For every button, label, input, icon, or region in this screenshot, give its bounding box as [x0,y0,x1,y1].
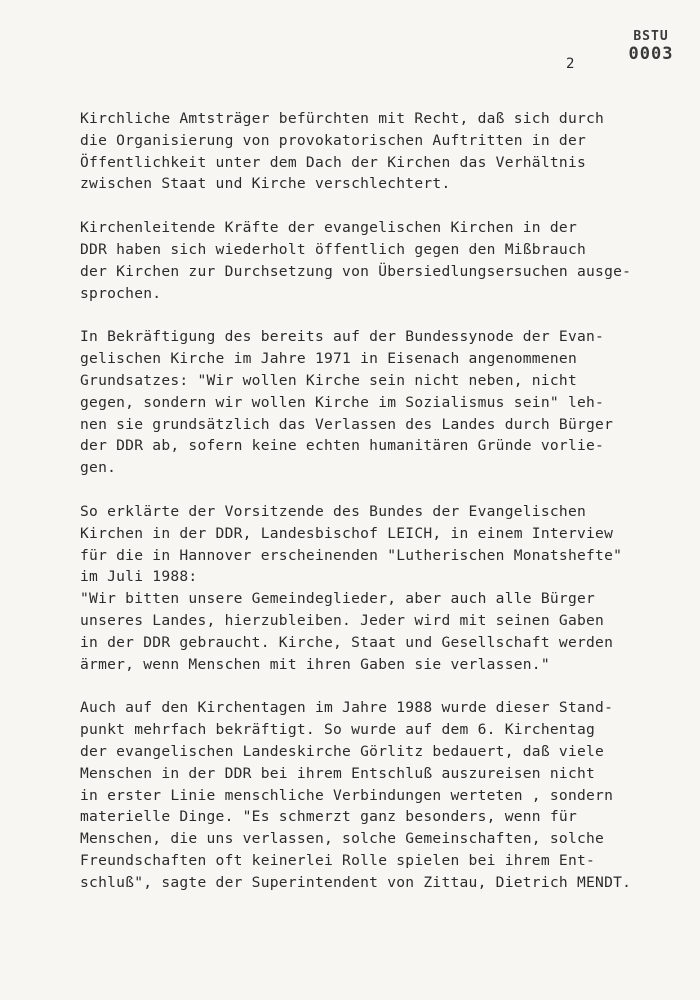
text-line: der evangelischen Landeskirche Görlitz bedauert, daß viele [80,742,605,760]
text-line: gen. [80,459,117,477]
text-line: Kirchliche Amtsträger befürchten mit Recht, daß sich durch [80,110,605,127]
text-line: Kirchen in der DDR, Landesbischof LEICH, in einem Interview [80,524,614,542]
paragraph-2 [80,217,640,304]
text-line: nen sie grundsätzlich das Verlassen des Landes durch Bürger [80,415,614,433]
paragraph-5 [80,697,640,893]
text-line: zwischen Staat und Kirche verschlechtert. [80,175,451,193]
text-line: in erster Linie menschliche Verbindungen werteten , sondern [80,786,614,804]
text-line: So erklärte der Vorsitzende des Bundes der Evangelischen [80,502,587,520]
page-number: 2 [566,56,575,72]
archive-stamp [620,30,682,63]
archive-stamp-number: 0003 [628,44,674,64]
text-line: Öffentlichkeit unter dem Dach der Kirchen das Verhältnis [80,153,587,171]
quote-line: "Wir bitten unsere Gemeindeglieder, aber auch alle Bürger [80,590,596,608]
paragraph-3 [80,326,640,479]
paragraph-4 [80,501,640,675]
text-line: Grundsatzes: "Wir wollen Kirche sein nicht neben, nicht [80,371,577,389]
text-line: DDR haben sich wiederholt öffentlich gegen den Mißbrauch [80,240,587,258]
text-line: Menschen in der DDR bei ihrem Entschluß auszureisen nicht [80,764,596,782]
quote-line: unseres Landes, hierzubleiben. Jeder wird mit seinen Gaben [80,611,605,629]
paragraph-1 [80,108,640,195]
text-line: In Bekräftigung des bereits auf der Bundessynode der Evan- [80,328,605,346]
text-line: für die in Hannover erscheinenden "Lutherischen Monatshefte" [80,546,623,564]
document-body [80,108,640,916]
text-line: Auch auf den Kirchentagen im Jahre 1988 wurde dieser Stand- [80,699,614,717]
text-line: Menschen, die uns verlassen, solche Gemeinschaften, solche [80,830,605,848]
text-line: die Organisierung von provokatorischen Auftritten in der [80,131,587,149]
text-line: Freundschaften oft keinerlei Rolle spielen bei ihrem Ent- [80,851,596,869]
text-line: schluß", sagte der Superintendent von Zittau, Dietrich MENDT. [80,873,632,891]
archive-stamp-label: BSTU [633,29,669,44]
text-line: gelischen Kirche im Jahre 1971 in Eisenach angenommenen [80,350,577,368]
quote-line: ärmer, wenn Menschen mit ihren Gaben sie verlassen." [80,655,550,673]
quote-line: in der DDR gebraucht. Kirche, Staat und Gesellschaft werden [80,633,614,651]
text-line: der Kirchen zur Durchsetzung von Übersiedlungsersuchen ausge- [80,262,632,280]
text-line: der DDR ab, sofern keine echten humanitären Gründe vorlie- [80,437,605,455]
text-line: sprochen. [80,284,162,302]
text-line: im Juli 1988: [80,568,198,586]
text-line: gegen, sondern wir wollen Kirche im Sozialismus sein" leh- [80,393,605,411]
text-line: materielle Dinge. "Es schmerzt ganz besonders, wenn für [80,808,577,826]
text-line: punkt mehrfach bekräftigt. So wurde auf dem 6. Kirchentag [80,721,596,739]
text-line: Kirchenleitende Kräfte der evangelischen Kirchen in der [80,219,577,237]
